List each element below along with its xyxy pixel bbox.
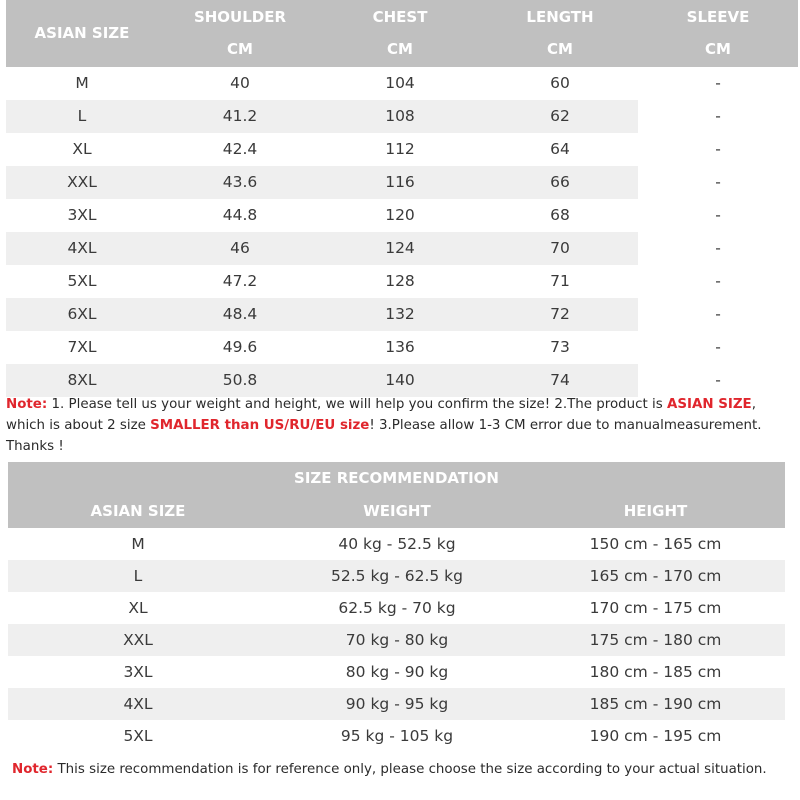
cell-chest: 140 <box>385 371 415 389</box>
note-label: Note: <box>12 762 54 777</box>
table-row <box>6 265 798 298</box>
cell-length: 73 <box>550 338 570 356</box>
cell-chest: 120 <box>385 206 415 224</box>
note-text: This size recommendation is for reference only, please choose the size according to your actual situation. <box>53 762 767 777</box>
header-height: HEIGHT <box>623 502 688 520</box>
header-sleeve: SLEEVE CM <box>686 8 750 58</box>
cell-shoulder: 47.2 <box>222 272 258 290</box>
cell-shoulder: 46 <box>230 239 250 257</box>
cell-size: 5XL <box>67 272 97 290</box>
cell-size: 7XL <box>67 338 97 356</box>
cell-size: XL <box>72 140 92 158</box>
cell-sleeve: - <box>715 173 721 191</box>
header-chest: CHEST CM <box>372 8 428 58</box>
table-row <box>6 298 798 331</box>
note-highlight-smaller: SMALLER than US/RU/EU size <box>150 418 370 433</box>
table-row <box>8 688 785 720</box>
header-length: LENGTH CM <box>526 8 594 58</box>
cell-length: 64 <box>550 140 570 158</box>
table-row <box>6 232 798 265</box>
cell-height: 150 cm - 165 cm <box>589 535 722 553</box>
size-table-header <box>6 0 798 67</box>
cell-shoulder: 42.4 <box>222 140 258 158</box>
cell-weight: 90 kg - 95 kg <box>345 695 449 713</box>
table-row <box>8 560 785 592</box>
table-row <box>8 592 785 624</box>
cell-size: XL <box>128 599 148 617</box>
cell-size: M <box>75 74 89 92</box>
cell-size: XXL <box>123 631 153 649</box>
cell-size: 4XL <box>123 695 153 713</box>
cell-shoulder: 48.4 <box>222 305 258 323</box>
cell-height: 165 cm - 170 cm <box>589 567 722 585</box>
table-row <box>6 133 798 166</box>
cell-chest: 112 <box>385 140 415 158</box>
size-measurement-table <box>6 0 798 397</box>
cell-chest: 108 <box>385 107 415 125</box>
cell-sleeve: - <box>715 338 721 356</box>
cell-sleeve: - <box>715 74 721 92</box>
table-row <box>6 199 798 232</box>
cell-sleeve: - <box>715 272 721 290</box>
cell-sleeve: - <box>715 206 721 224</box>
cell-size: 3XL <box>67 206 97 224</box>
recommendation-body <box>8 528 785 752</box>
cell-sleeve: - <box>715 140 721 158</box>
cell-size: L <box>77 107 87 125</box>
note-text: 1. Please tell us your weight and height, we will help you confirm the size! 2.The product is <box>47 397 667 412</box>
recommendation-header <box>8 495 785 528</box>
header-weight: WEIGHT <box>363 502 431 520</box>
note-label: Note: <box>6 397 48 412</box>
cell-weight: 80 kg - 90 kg <box>345 663 449 681</box>
cell-length: 68 <box>550 206 570 224</box>
cell-height: 185 cm - 190 cm <box>589 695 722 713</box>
cell-shoulder: 43.6 <box>222 173 258 191</box>
cell-length: 62 <box>550 107 570 125</box>
cell-size: 5XL <box>123 727 153 745</box>
cell-length: 70 <box>550 239 570 257</box>
cell-shoulder: 41.2 <box>222 107 258 125</box>
cell-chest: 116 <box>385 173 415 191</box>
cell-sleeve: - <box>715 371 721 389</box>
cell-height: 170 cm - 175 cm <box>589 599 722 617</box>
cell-size: L <box>133 567 143 585</box>
cell-weight: 40 kg - 52.5 kg <box>338 535 456 553</box>
table-row <box>6 166 798 199</box>
size-table-body <box>6 67 798 397</box>
header-asian-size: ASIAN SIZE <box>90 502 186 520</box>
cell-size: 4XL <box>67 239 97 257</box>
size-note <box>6 394 796 457</box>
cell-shoulder: 49.6 <box>222 338 258 356</box>
cell-weight: 95 kg - 105 kg <box>340 727 454 745</box>
table-row <box>6 100 798 133</box>
cell-height: 180 cm - 185 cm <box>589 663 722 681</box>
cell-shoulder: 50.8 <box>222 371 258 389</box>
note-text: , which is about 2 size <box>6 397 756 433</box>
cell-sleeve: - <box>715 107 721 125</box>
cell-chest: 132 <box>385 305 415 323</box>
note-highlight-asian-size: ASIAN SIZE <box>666 397 752 412</box>
table-row <box>8 656 785 688</box>
table-row <box>8 528 785 560</box>
cell-weight: 62.5 kg - 70 kg <box>338 599 456 617</box>
table-row <box>6 364 798 397</box>
header-shoulder: SHOULDER CM <box>193 8 287 58</box>
recommendation-title: SIZE RECOMMENDATION <box>8 462 785 495</box>
cell-size: 8XL <box>67 371 97 389</box>
cell-size: 6XL <box>67 305 97 323</box>
cell-weight: 52.5 kg - 62.5 kg <box>331 567 463 585</box>
note-text: ! 3.Please allow 1-3 CM error due to manualmeasurement. Thanks ! <box>6 418 762 454</box>
recommendation-note <box>12 759 792 780</box>
cell-length: 66 <box>550 173 570 191</box>
cell-shoulder: 40 <box>230 74 250 92</box>
cell-length: 60 <box>550 74 570 92</box>
cell-length: 74 <box>550 371 570 389</box>
cell-sleeve: - <box>715 239 721 257</box>
cell-chest: 128 <box>385 272 415 290</box>
cell-size: 3XL <box>123 663 153 681</box>
cell-sleeve: - <box>715 305 721 323</box>
table-row <box>8 720 785 752</box>
cell-size: XXL <box>67 173 97 191</box>
cell-height: 190 cm - 195 cm <box>589 727 722 745</box>
table-row <box>6 67 798 100</box>
cell-chest: 136 <box>385 338 415 356</box>
table-row <box>8 624 785 656</box>
cell-height: 175 cm - 180 cm <box>589 631 722 649</box>
cell-shoulder: 44.8 <box>222 206 258 224</box>
cell-chest: 104 <box>385 74 415 92</box>
cell-weight: 70 kg - 80 kg <box>345 631 449 649</box>
size-recommendation-table <box>8 462 785 752</box>
cell-length: 71 <box>550 272 570 290</box>
table-row <box>6 331 798 364</box>
cell-length: 72 <box>550 305 570 323</box>
cell-size: M <box>131 535 145 553</box>
cell-chest: 124 <box>385 239 415 257</box>
header-asian-size: ASIAN SIZE <box>34 24 130 42</box>
